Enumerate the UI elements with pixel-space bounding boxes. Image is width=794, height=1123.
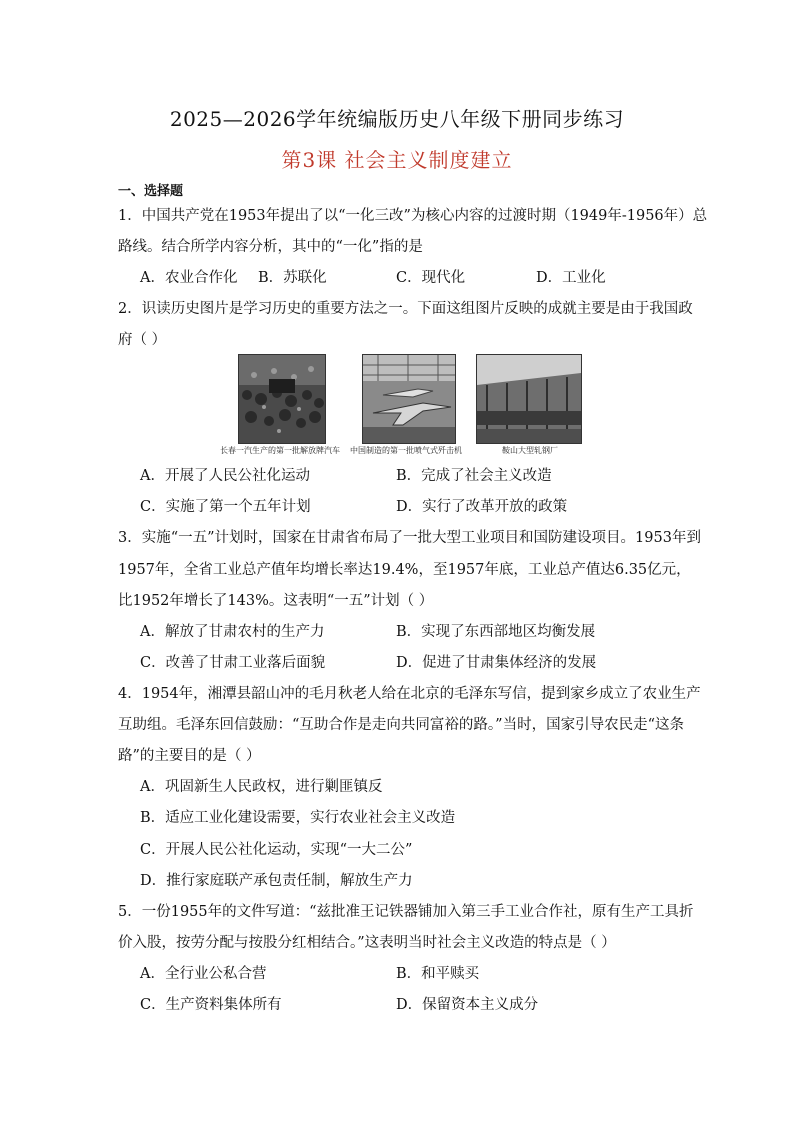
q2-stem-line2: 府（ ） bbox=[118, 332, 167, 348]
q4-stem-line2: 互助组。毛泽东回信鼓励：“互助合作是走向共同富裕的路。”当时，国家引导农民走“这条 bbox=[118, 717, 684, 733]
photo-caption-truck: 长春一汽生产的第一批解放牌汽车 bbox=[220, 446, 340, 455]
q3-option-c: C．改善了甘肃工业落后面貌 bbox=[140, 655, 326, 671]
q2-option-b: B．完成了社会主义改造 bbox=[396, 468, 552, 484]
q4-stem-line3: 路”的主要目的是（ ） bbox=[118, 748, 261, 764]
photo-caption-jet: 中国制造的第一批喷气式歼击机 bbox=[350, 446, 462, 455]
page-title: 2025—2026学年统编版历史八年级下册同步练习 bbox=[169, 107, 625, 131]
q1-option-a: A．农业合作化 bbox=[140, 270, 238, 286]
q1-stem-line2: 路线。结合所学内容分析，其中的“一化”指的是 bbox=[118, 239, 423, 255]
lesson-title: 第3课 社会主义制度建立 bbox=[281, 148, 513, 172]
q1-option-d: D．工业化 bbox=[536, 270, 606, 286]
q3-option-b: B．实现了东西部地区均衡发展 bbox=[396, 624, 596, 640]
q5-option-b: B．和平赎买 bbox=[396, 966, 480, 982]
q5-option-a: A．全行业公私合营 bbox=[140, 966, 267, 982]
q5-option-d: D．保留资本主义成分 bbox=[396, 997, 539, 1013]
q4-stem-line1: 4．1954年，湘潭县韶山冲的毛月秋老人给在北京的毛泽东写信，提到家乡成立了农业生产 bbox=[118, 686, 701, 702]
q2-option-d: D．实行了改革开放的政策 bbox=[396, 499, 568, 515]
q1-option-b: B．苏联化 bbox=[258, 270, 327, 286]
truck-crowd-photo bbox=[238, 354, 326, 444]
q4-option-d: D．推行家庭联产承包责任制，解放生产力 bbox=[140, 873, 413, 889]
q5-stem-line1: 5．一份1955年的文件写道：“兹批准王记铁器铺加入第三手工业合作社，原有生产工具折 bbox=[118, 904, 694, 920]
q3-stem-line2: 1957年，全省工业总产值年均增长率达19.4%，至1957年底，工业总产值达6.35亿元， bbox=[118, 562, 691, 578]
q3-option-d: D．促进了甘肃集体经济的发展 bbox=[396, 655, 597, 671]
q1-stem-line1: 1．中国共产党在1953年提出了以“一化三改”为核心内容的过渡时期（1949年-1956年）总 bbox=[118, 208, 708, 224]
steel-mill-photo bbox=[476, 354, 582, 444]
q2-option-c: C．实施了第一个五年计划 bbox=[140, 499, 311, 515]
section-heading: 一、选择题 bbox=[118, 184, 184, 199]
photo-caption-steel: 鞍山大型轧钢厂 bbox=[502, 446, 558, 455]
q3-stem-line3: 比1952年增长了143%。这表明“一五”计划（ ） bbox=[118, 593, 434, 609]
q4-option-b: B．适应工业化建设需要，实行农业社会主义改造 bbox=[140, 810, 456, 826]
q1-option-c: C．现代化 bbox=[396, 270, 466, 286]
q5-stem-line2: 价入股，按劳分配与按股分红相结合。”这表明当时社会主义改造的特点是（ ） bbox=[118, 935, 616, 951]
q5-option-c: C．生产资料集体所有 bbox=[140, 997, 282, 1013]
q3-option-a: A．解放了甘肃农村的生产力 bbox=[140, 624, 325, 640]
q3-stem-line1: 3．实施“一五”计划时，国家在甘肃省布局了一批大型工业项目和国防建设项目。1953年到 bbox=[118, 530, 701, 546]
jet-fighter-photo bbox=[362, 354, 456, 444]
q4-option-c: C．开展人民公社化运动，实现“一大二公” bbox=[140, 842, 413, 858]
q4-option-a: A．巩固新生人民政权，进行剿匪镇反 bbox=[140, 779, 383, 795]
q2-option-a: A．开展了人民公社化运动 bbox=[140, 468, 310, 484]
q2-stem-line1: 2．识读历史图片是学习历史的重要方法之一。下面这组图片反映的成就主要是由于我国政 bbox=[118, 301, 693, 317]
q2-photo-group bbox=[220, 354, 590, 462]
